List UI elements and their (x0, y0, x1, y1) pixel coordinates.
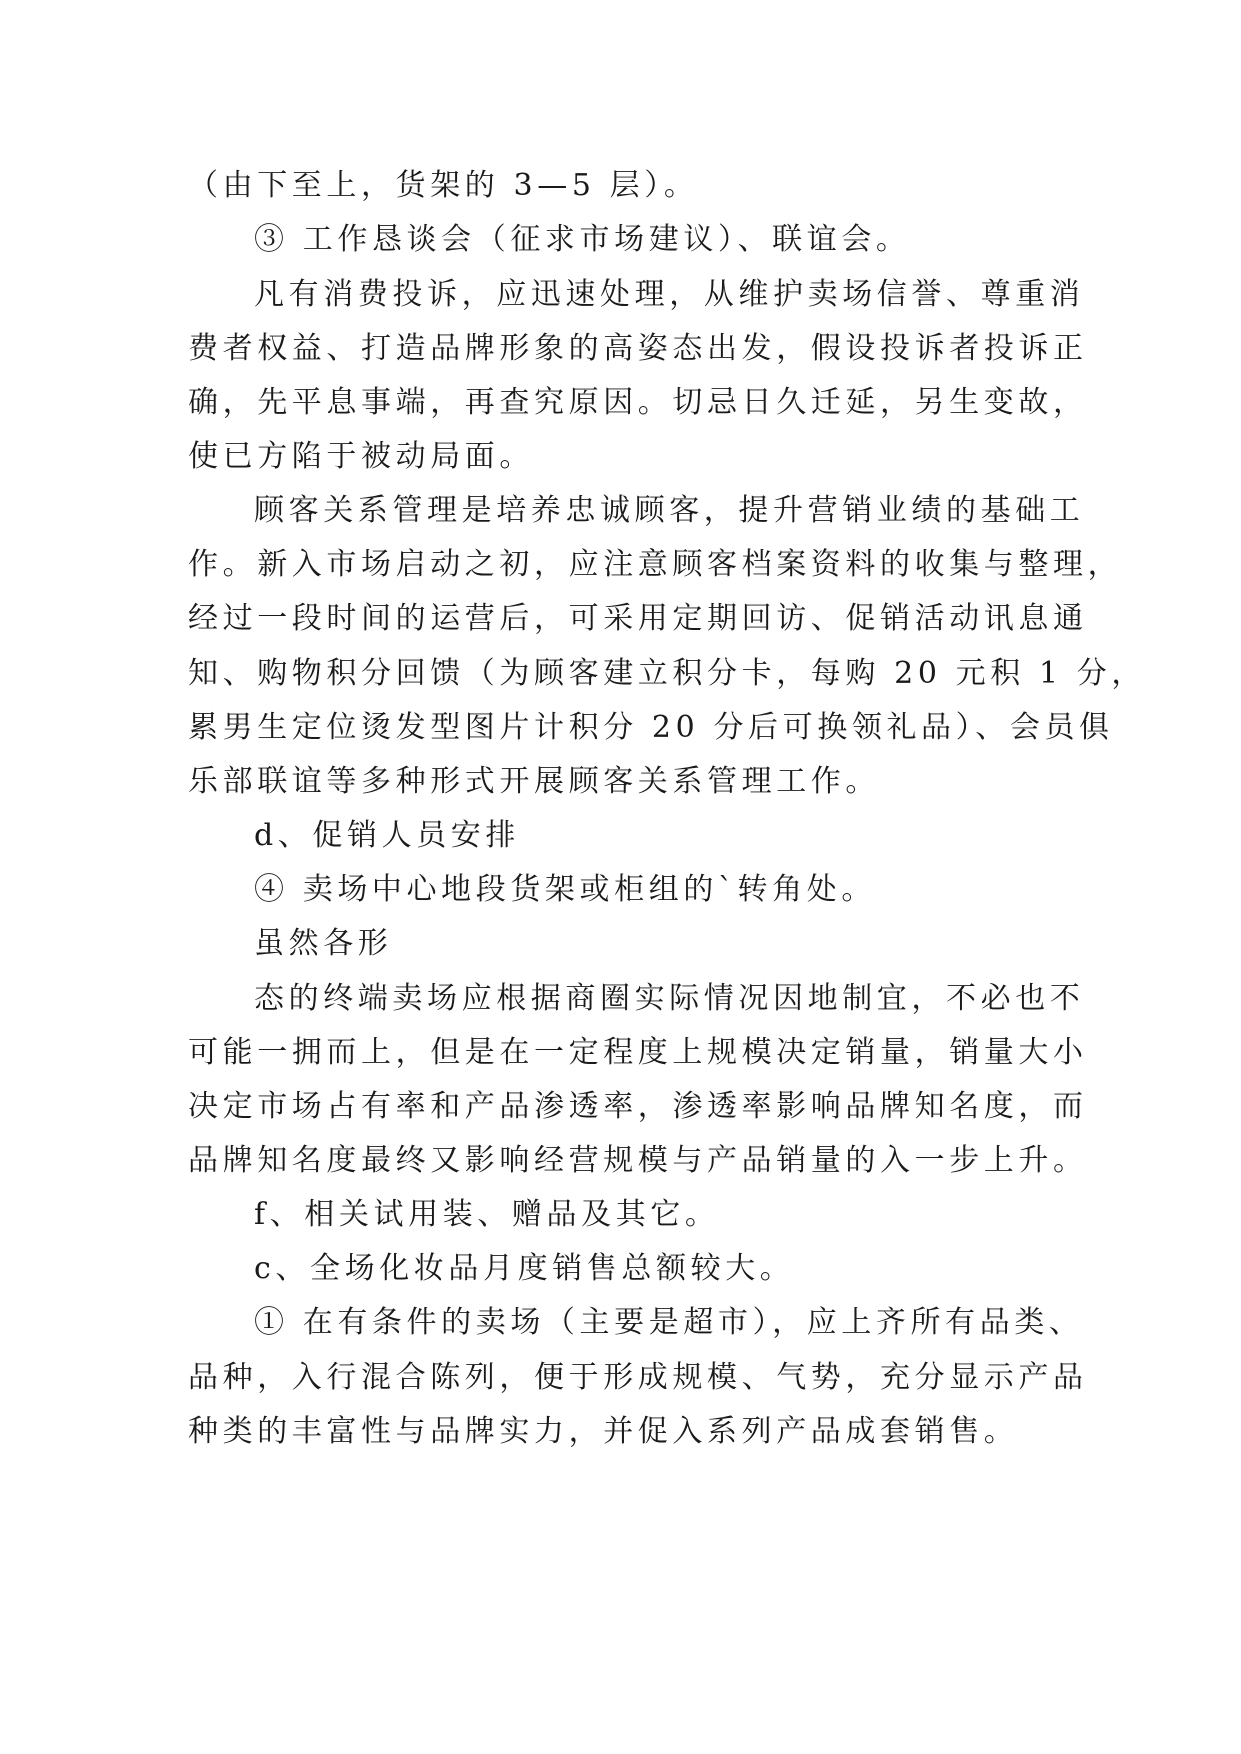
text-line: 经过一段时间的运营后，可采用定期回访、促销活动讯息通 (188, 601, 1088, 636)
text-line: 累男生定位烫发型图片计积分 20 分后可换领礼品）、会员俱 (188, 710, 1114, 745)
text-line: 使已方陷于被动局面。 (188, 439, 534, 474)
text-line: ① 在有条件的卖场（主要是超市），应上齐所有品类、 (254, 1305, 1084, 1340)
text-line: 凡有消费投诉，应迅速处理，从维护卖场信誉、尊重消 (254, 277, 1085, 312)
text-line: f、相关试用装、赠品及其它。 (254, 1197, 720, 1232)
text-line: 确，先平息事端，再查究原因。切忌日久迁延，另生变故， (188, 385, 1088, 420)
text-line: 虽然各形 (254, 926, 393, 961)
text-line: 品种，入行混合陈列，便于形成规模、气势，充分显示产品 (188, 1360, 1088, 1395)
text-line: ④ 卖场中心地段货架或柜组的`转角处。 (254, 872, 876, 907)
text-line: 知、购物积分回馈（为顾客建立积分卡，每购 20 元积 1 分， (188, 656, 1147, 691)
text-line: 顾客关系管理是培养忠诚顾客，提升营销业绩的基础工 (254, 493, 1085, 528)
text-line: 作。新入市场启动之初，应注意顾客档案资料的收集与整理， (188, 547, 1123, 582)
text-line: 可能一拥而上，但是在一定程度上规模决定销量，销量大小 (188, 1035, 1088, 1070)
text-line: 乐部联谊等多种形式开展顾客关系管理工作。 (188, 764, 880, 799)
text-line: c、全场化妆品月度销售总额较大。 (254, 1251, 795, 1286)
text-line: 态的终端卖场应根据商圈实际情况因地制宜，不必也不 (254, 981, 1085, 1016)
text-line: 费者权益、打造品牌形象的高姿态出发，假设投诉者投诉正 (188, 331, 1088, 366)
text-line: ③ 工作恳谈会（征求市场建议）、联谊会。 (254, 222, 911, 257)
text-line: d、促销人员安排 (254, 818, 521, 853)
text-line: 品牌知名度最终又影响经营规模与产品销量的入一步上升。 (188, 1143, 1088, 1178)
text-line: （由下至上，货架的 3—5 层）。 (188, 168, 699, 203)
text-line: 决定市场占有率和产品渗透率，渗透率影响品牌知名度，而 (188, 1089, 1088, 1124)
text-line: 种类的丰富性与品牌实力，并促入系列产品成套销售。 (188, 1414, 1019, 1449)
